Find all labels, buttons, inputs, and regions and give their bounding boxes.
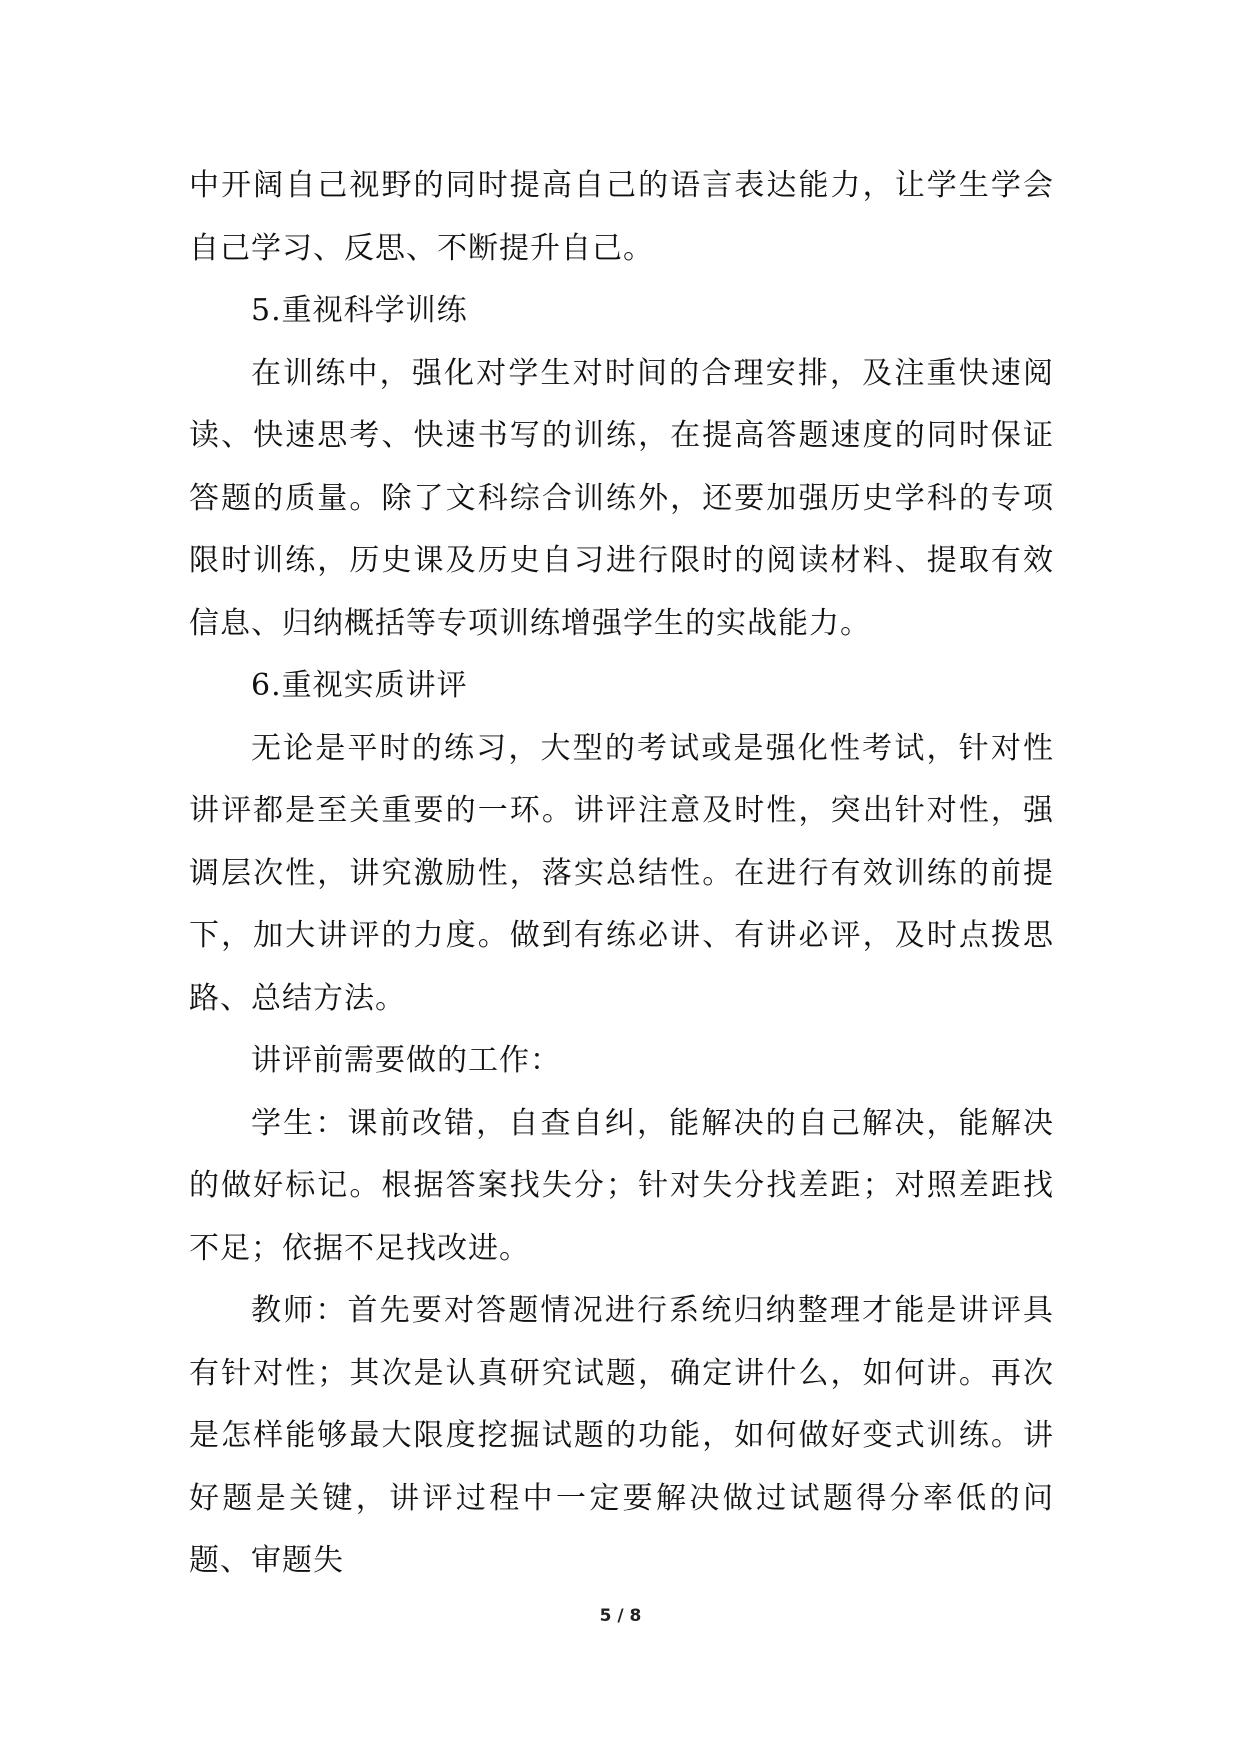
- paragraph-students: 学生：课前改错，自查自纠，能解决的自己解决，能解决的做好标记。根据答案找失分；针对失分找差距；对照差距找不足；依据不足找改进。: [189, 1105, 1054, 1266]
- page-number: 5 / 8: [599, 1606, 642, 1626]
- document-body: [189, 155, 1054, 1593]
- paragraph-continued: 中开阔自己视野的同时提高自己的语言表达能力，让学生学会自己学习、反思、不断提升自己。: [189, 168, 1054, 266]
- paragraph-training: 在训练中，强化对学生对时间的合理安排，及注重快速阅读、快速思考、快速书写的训练，在提高答题速度的同时保证答题的质量。除了文科综合训练外，还要加强历史学科的专项限时训练，历史课及历史自习进行限时的阅读材料、提取有效信息、归纳概括等专项训练增强学生的实战能力。: [189, 355, 1054, 641]
- paragraph-teachers: 教师：首先要对答题情况进行系统归纳整理才能是讲评具有针对性；其次是认真研究试题，确定讲什么，如何讲。再次是怎样能够最大限度挖掘试题的功能，如何做好变式训练。讲好题是关键，讲评过程中一定要解决做过试题得分率低的问题、审题失: [189, 1293, 1054, 1578]
- paragraph-review: 无论是平时的练习，大型的考试或是强化性考试，针对性讲评都是至关重要的一环。讲评注意及时性，突出针对性，强调层次性，讲究激励性，落实总结性。在进行有效训练的前提下，加大讲评的力度。做到有练必讲、有讲必评，及时点拨思路、总结方法。: [189, 730, 1054, 1016]
- paragraph-pre-review-work: 讲评前需要做的工作：: [251, 1043, 561, 1078]
- section-heading-5: 5.重视科学训练: [251, 293, 468, 328]
- section-heading-6: 6.重视实质讲评: [251, 668, 468, 703]
